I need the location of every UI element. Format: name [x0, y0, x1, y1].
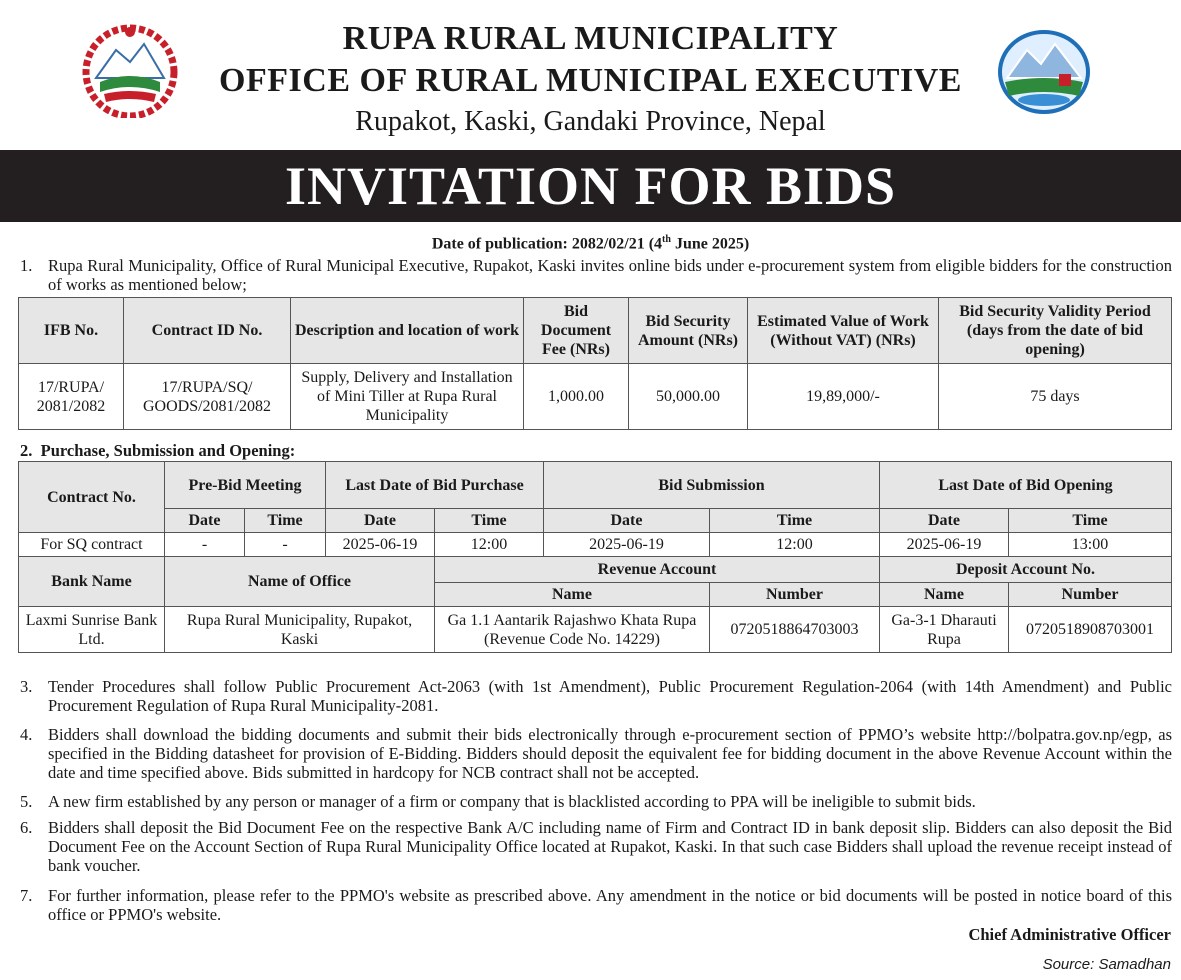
opening-time-cell: 13:00	[1009, 533, 1172, 557]
office-name-cell: Rupa Rural Municipality, Rupakot, Kaski	[165, 607, 435, 653]
purchase-date-cell: 2025-06-19	[326, 533, 435, 557]
header-estimated-value: Estimated Value of Work (Without VAT) (NRs)	[748, 298, 939, 364]
header-date: Date	[880, 509, 1009, 533]
header-time: Time	[435, 509, 544, 533]
header-time: Time	[245, 509, 326, 533]
header-deposit-account: Deposit Account No.	[880, 557, 1172, 583]
rupa-municipality-logo	[995, 24, 1093, 116]
revenue-name-cell: Ga 1.1 Aantarik Rajashwo Khata Rupa (Revenue Code No. 14229)	[435, 607, 710, 653]
header-validity-period: Bid Security Validity Period (days from the date of bid opening)	[939, 298, 1172, 364]
publication-date: Date of publication: 2082/02/21 (4th June 2025)	[431, 234, 750, 253]
table-row	[19, 364, 1172, 430]
paragraph-6: 6. Bidders shall deposit the Bid Document Fee on the respective Bank A/C including name of Firm and Contract ID in bank deposit slip. Bidders can also deposit the Bid Document Fee on the Account Section of Rupa Rural Municipality Office located at Rupakot, Kaski. In that such case Bidders shall upload the revenue receipt instead of bank voucher.	[20, 818, 1172, 875]
header-revenue-account: Revenue Account	[435, 557, 880, 583]
header-bid-opening: Last Date of Bid Opening	[880, 462, 1172, 509]
opening-date-cell: 2025-06-19	[880, 533, 1009, 557]
header-date: Date	[326, 509, 435, 533]
header-office-name: Name of Office	[165, 557, 435, 607]
header-ifb-no: IFB No.	[19, 298, 124, 364]
table-row	[19, 607, 1172, 653]
bid-security-cell: 50,000.00	[629, 364, 748, 430]
bid-fee-cell: 1,000.00	[524, 364, 629, 430]
bank-name-cell: Laxmi Sunrise Bank Ltd.	[19, 607, 165, 653]
bid-details-table	[18, 297, 1172, 430]
header-description: Description and location of work	[291, 298, 524, 364]
signature-title: Chief Administrative Officer	[968, 925, 1171, 944]
deposit-name-cell: Ga-3-1 Dharauti Rupa	[880, 607, 1009, 653]
deposit-number-cell: 0720518908703001	[1009, 607, 1172, 653]
header-bid-security-amount: Bid Security Amount (NRs)	[629, 298, 748, 364]
schedule-table	[18, 461, 1172, 653]
submission-time-cell: 12:00	[710, 533, 880, 557]
header-contract-id: Contract ID No.	[124, 298, 291, 364]
header-bid-submission: Bid Submission	[544, 462, 880, 509]
contract-no-cell: For SQ contract	[19, 533, 165, 557]
ifb-no-cell: 17/RUPA/ 2081/2082	[19, 364, 124, 430]
description-cell: Supply, Delivery and Installation of Mini Tiller at Rupa Rural Municipality	[291, 364, 524, 430]
header-time: Time	[1009, 509, 1172, 533]
municipality-name: RUPA RURAL MUNICIPALITY	[342, 20, 839, 57]
prebid-time-cell: -	[245, 533, 326, 557]
validity-cell: 75 days	[939, 364, 1172, 430]
header-number: Number	[1009, 583, 1172, 607]
paragraph-4: 4. Bidders shall download the bidding documents and submit their bids electronically through e-procurement section of PPMO’s website http://bolpatra.gov.np/egp, as specified in the Bidding datasheet for provision of E-Bidding. Bidders should deposit the equivalent fee for bidding document in the above Revenue Account within the date and time specified above. Bids submitted in hardcopy for NCB contract shall not be accepted.	[20, 725, 1172, 782]
header-bid-purchase: Last Date of Bid Purchase	[326, 462, 544, 509]
contract-id-cell: 17/RUPA/SQ/ GOODS/2081/2082	[124, 364, 291, 430]
section-2-title: 2. Purchase, Submission and Opening:	[20, 441, 296, 460]
header-date: Date	[544, 509, 710, 533]
paragraph-3: 3. Tender Procedures shall follow Public Procurement Act-2063 (with 1st Amendment), Public Procurement Regulation-2064 (with 14th Amendment) and Public Procurement Regulation of Rupa Rural Municipality-2081.	[20, 677, 1172, 715]
header-time: Time	[710, 509, 880, 533]
revenue-number-cell: 0720518864703003	[710, 607, 880, 653]
table-row	[19, 533, 1172, 557]
purchase-time-cell: 12:00	[435, 533, 544, 557]
office-address: Rupakot, Kaski, Gandaki Province, Nepal	[355, 106, 826, 137]
header-name: Name	[880, 583, 1009, 607]
header-bank-name: Bank Name	[19, 557, 165, 607]
paragraph-5: 5. A new firm established by any person or manager of a firm or company that is blacklisted according to PPA will be ineligible to submit bids.	[20, 792, 976, 811]
invitation-banner: INVITATION FOR BIDS	[0, 150, 1181, 222]
header-date: Date	[165, 509, 245, 533]
prebid-date-cell: -	[165, 533, 245, 557]
header-number: Number	[710, 583, 880, 607]
submission-date-cell: 2025-06-19	[544, 533, 710, 557]
notice-header	[0, 0, 1181, 150]
paragraph-7: 7. For further information, please refer to the PPMO's website as prescribed above. Any amendment in the notice or bid documents will be posted in notice board of this office or PPMO's website.	[20, 886, 1172, 924]
header-bid-document-fee: Bid Document Fee (NRs)	[524, 298, 629, 364]
source-credit: Source: Samadhan	[1042, 956, 1171, 973]
estimated-value-cell: 19,89,000/-	[748, 364, 939, 430]
header-name: Name	[435, 583, 710, 607]
header-pre-bid: Pre-Bid Meeting	[165, 462, 326, 509]
office-name: OFFICE OF RURAL MUNICIPAL EXECUTIVE	[219, 62, 962, 99]
paragraph-1: 1. Rupa Rural Municipality, Office of Rural Municipal Executive, Rupakot, Kaski invites online bids under e-procurement system from eligible bidders for the construction of works as mentioned below;	[20, 256, 1172, 294]
header-contract-no: Contract No.	[19, 462, 165, 533]
